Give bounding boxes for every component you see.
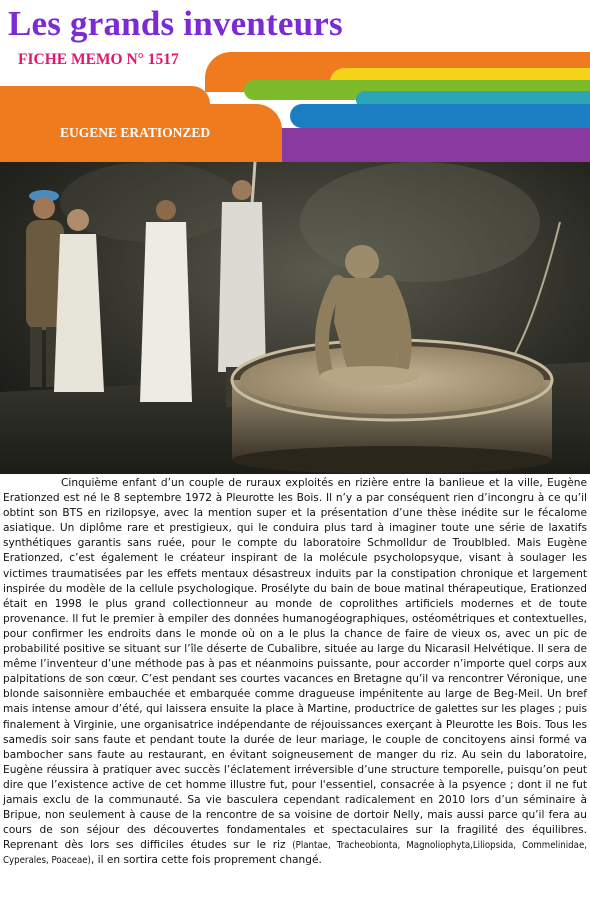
article-main-text: Cinquième enfant d’un couple de ruraux exploités en rizière entre la banlieue et la ville, Eugène Erationzed est né le 8 septembre 1972 à Pleurotte les Bois. Il n’y a par conséquent rien d’incongru à ce qu’il obtint son BTS en rizilopsye, avec la mention super et la présentation d’une thèse inédite sur le fécalome asiatique. Un diplôme rare et prestigieux, qui le conduira plus tard à imaginer toute une série de laxatifs synthétiques garantis sans ruée, pour le compte du laboratoire Schmolldur de Troublbled. Mais Eugène Erationzed, c’est également le créateur inspirant de la molécule psycholopsyque, visant à soulager les victimes traumatisées par les effets mentaux désastreux induits par la constipation chronique et largement inspirée du modèle de la cellule psychologique. Prosélyte du bain de boue matinal thérapeutique, Erationzed était en 1998 le plus grand collectionneur au monde de coprolithes artificiels modernes et de toute provenance. Il fut le premier à empiler des données humanogéographiques, ostéométriques et contextuelles, pour confirmer les endroits dans le monde où on a le plus la chance de faire de vieux os, avec un pic de probabilité positive se situant sur l’île déserte de Cubalibre, située au large du Nicarasil Helvétique. Il sera de même l’inventeur d’une méthode pas à pas et néanmoins puissante, pour accorder n’importe quel corps aux palpitations de son cœur. C’est pendant ses courtes vacances en Bretagne qu’il va rencontrer Véronique, une blonde saisonnière embauchée et embarquée comme dragueuse impénitente au large de Beg-Meil. Un bref mais intense amour d’été, qui laissera ensuite la place à Martine, productrice de galettes sur les plages ; puis finalement à Virginie, une organisatrice indépendante de réjouissances exerçant à Pleurotte les Bois. Tous les samedis soir sans faute et pendant toute la durée de leur mariage, le couple de concitoyens ainsi formé va bambocher sans faute au restaurant, en évitant soigneusement de manger du riz. Au sein du laboratoire, Eugène réussira à pratiquer avec succès l’éclatement irréversible d’une structure temporelle, puisqu’on peut dire que l’existence active de cet homme illustre fut, pour l'essentiel, consacrée à la psyence ; dont il ne fut jamais exclu de la communauté. Sa vie basculera cependant radicalement en 2010 lors d’un séminaire à Bripue, non seulement à cause de la rencontre de sa voisine de dortoir Nelly, mais aussi parce qu’il fera au cours de son séjour des découvertes fondamentales et spectaculaires sur la fragilité des équilibres. Reprenant dès lors ses difficiles études sur le riz bbox=[3, 477, 587, 852]
inventor-name: EUGENE ERATIONZED bbox=[60, 125, 211, 140]
memo-number: FICHE MEMO N° 1517 bbox=[18, 51, 179, 68]
page-title: Les grands inventeurs bbox=[8, 4, 343, 43]
article-ending: , il en sortira cette fois proprement changé. bbox=[90, 854, 322, 867]
photo-mud-bath-scene bbox=[0, 162, 590, 474]
scientific-classification: (Plantae, Tracheobionta, Magnoliophyta,Liliopsida, Commelinidae, Cyperales, Poaceae) bbox=[3, 840, 587, 867]
header-banner bbox=[0, 0, 590, 162]
blue-stripe bbox=[290, 104, 590, 128]
purple-stripe bbox=[280, 128, 590, 162]
article-body bbox=[3, 476, 587, 868]
